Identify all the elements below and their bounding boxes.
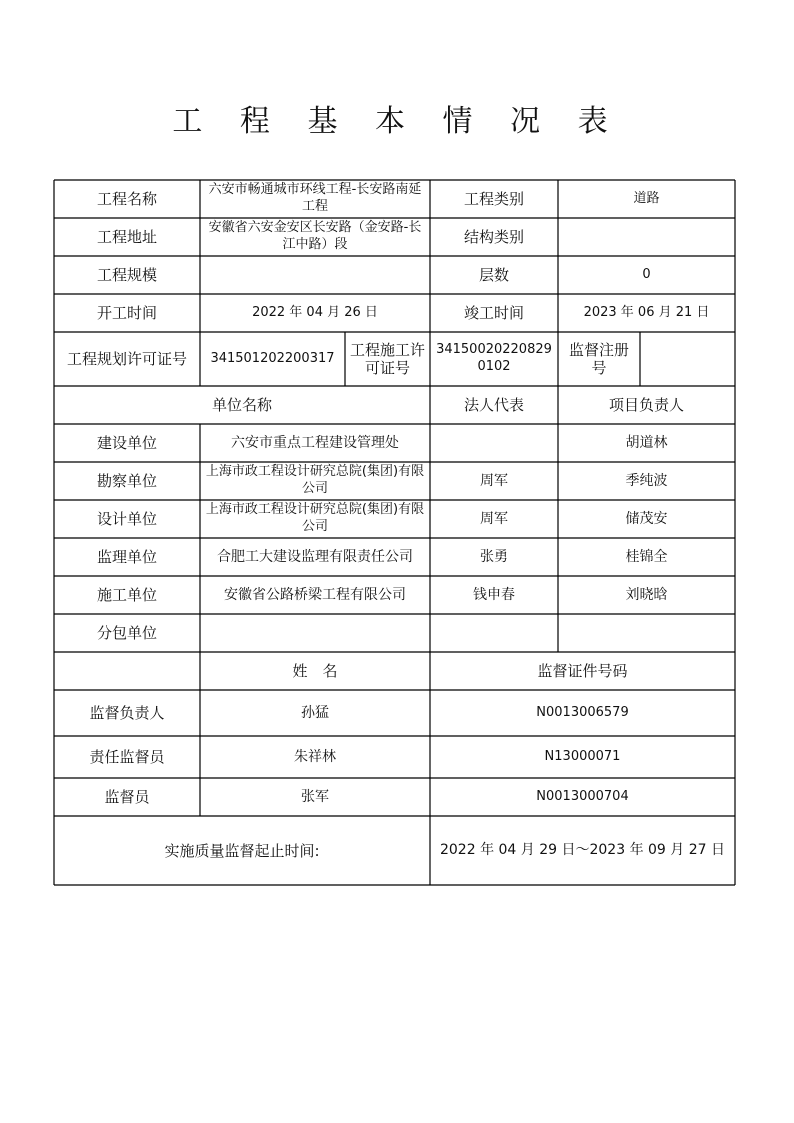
unit-legal-rep: 钱申春: [473, 586, 515, 603]
project-manager-header: 项目负责人: [608, 396, 684, 414]
project-address-label: 工程地址: [96, 228, 157, 246]
project-name-value: 六安市畅通城市环线工程-长安路南延工程: [208, 182, 422, 214]
unit-role: 监理单位: [96, 548, 157, 566]
unit-role: 施工单位: [96, 586, 157, 604]
supervisor-cert: N13000071: [544, 748, 621, 764]
unit-name: 上海市政工程设计研究总院(集团)有限公司: [205, 464, 425, 496]
supervision-reg-label: 监督注册号: [568, 341, 629, 377]
project-type-value: 道路: [633, 190, 660, 206]
finish-date-value: 2023 年 06 月 21 日: [583, 304, 710, 320]
supervisor-role: 责任监督员: [89, 748, 165, 766]
unit-role: 设计单位: [96, 510, 157, 528]
unit-role: 勘察单位: [96, 472, 157, 490]
unit-manager: 胡道林: [625, 434, 668, 451]
supervisor-cert: N0013006579: [536, 704, 629, 720]
floors-value: 0: [642, 266, 651, 282]
start-date-label: 开工时间: [96, 304, 157, 322]
planning-permit-value: 341501202200317: [210, 350, 335, 366]
structure-type-label: 结构类别: [463, 228, 524, 246]
supervisor-name: 张军: [301, 788, 329, 805]
unit-name: 安徽省公路桥梁工程有限公司: [224, 586, 406, 603]
planning-permit-label: 工程规划许可证号: [66, 350, 187, 368]
unit-manager: 储茂安: [625, 510, 668, 527]
project-scale-value: [200, 256, 430, 294]
construction-permit-value: 341500202208290102: [436, 342, 552, 374]
unit-legal-rep: 张勇: [480, 548, 508, 565]
unit-role: 建设单位: [96, 434, 157, 452]
unit-role: 分包单位: [96, 624, 157, 642]
unit-manager: 季纯波: [625, 472, 668, 489]
supervision-reg-value: [640, 332, 735, 386]
project-scale-label: 工程规模: [96, 266, 157, 284]
project-type-label: 工程类别: [463, 190, 524, 208]
supervisor-name: 孙猛: [301, 704, 329, 721]
page-title: 工 程 基 本 情 况 表: [172, 104, 622, 139]
supervisor-name-header: 姓 名: [292, 662, 338, 680]
start-date-value: 2022 年 04 月 26 日: [252, 304, 378, 320]
supervisor-role: 监督员: [104, 788, 150, 806]
supervision-period-label: 实施质量监督起止时间:: [164, 841, 320, 860]
supervisor-cert-header: 监督证件号码: [537, 662, 628, 680]
unit-legal-rep: 周军: [480, 472, 508, 489]
supervisor-name: 朱祥林: [294, 748, 336, 765]
unit-name: 上海市政工程设计研究总院(集团)有限公司: [205, 502, 425, 534]
floors-label: 层数: [478, 266, 509, 284]
unit-name: 合肥工大建设监理有限责任公司: [217, 548, 413, 565]
unit-manager: [558, 614, 735, 652]
structure-type-value: [558, 218, 735, 256]
project-name-label: 工程名称: [96, 190, 157, 208]
unit-manager: 桂锦全: [625, 548, 668, 565]
project-address-value: 安徽省六安金安区长安路（金安路-长江中路）段: [208, 220, 422, 252]
unit-legal-rep: [430, 424, 558, 462]
construction-permit-label: 工程施工许可证号: [349, 341, 425, 377]
unit-legal-rep: 周军: [480, 510, 508, 527]
unit-manager: 刘晓晗: [625, 586, 668, 603]
supervisor-cert: N0013000704: [536, 788, 629, 804]
supervision-period-value: 2022 年 04 月 29 日～2023 年 09 月 27 日: [439, 842, 726, 859]
legal-rep-header: 法人代表: [463, 396, 524, 414]
unit-name-header: 单位名称: [211, 396, 272, 414]
supervisor-role: 监督负责人: [89, 704, 165, 722]
unit-name: [200, 614, 430, 652]
unit-legal-rep: [430, 614, 558, 652]
finish-date-label: 竣工时间: [463, 304, 524, 322]
unit-name: 六安市重点工程建设管理处: [231, 434, 399, 451]
